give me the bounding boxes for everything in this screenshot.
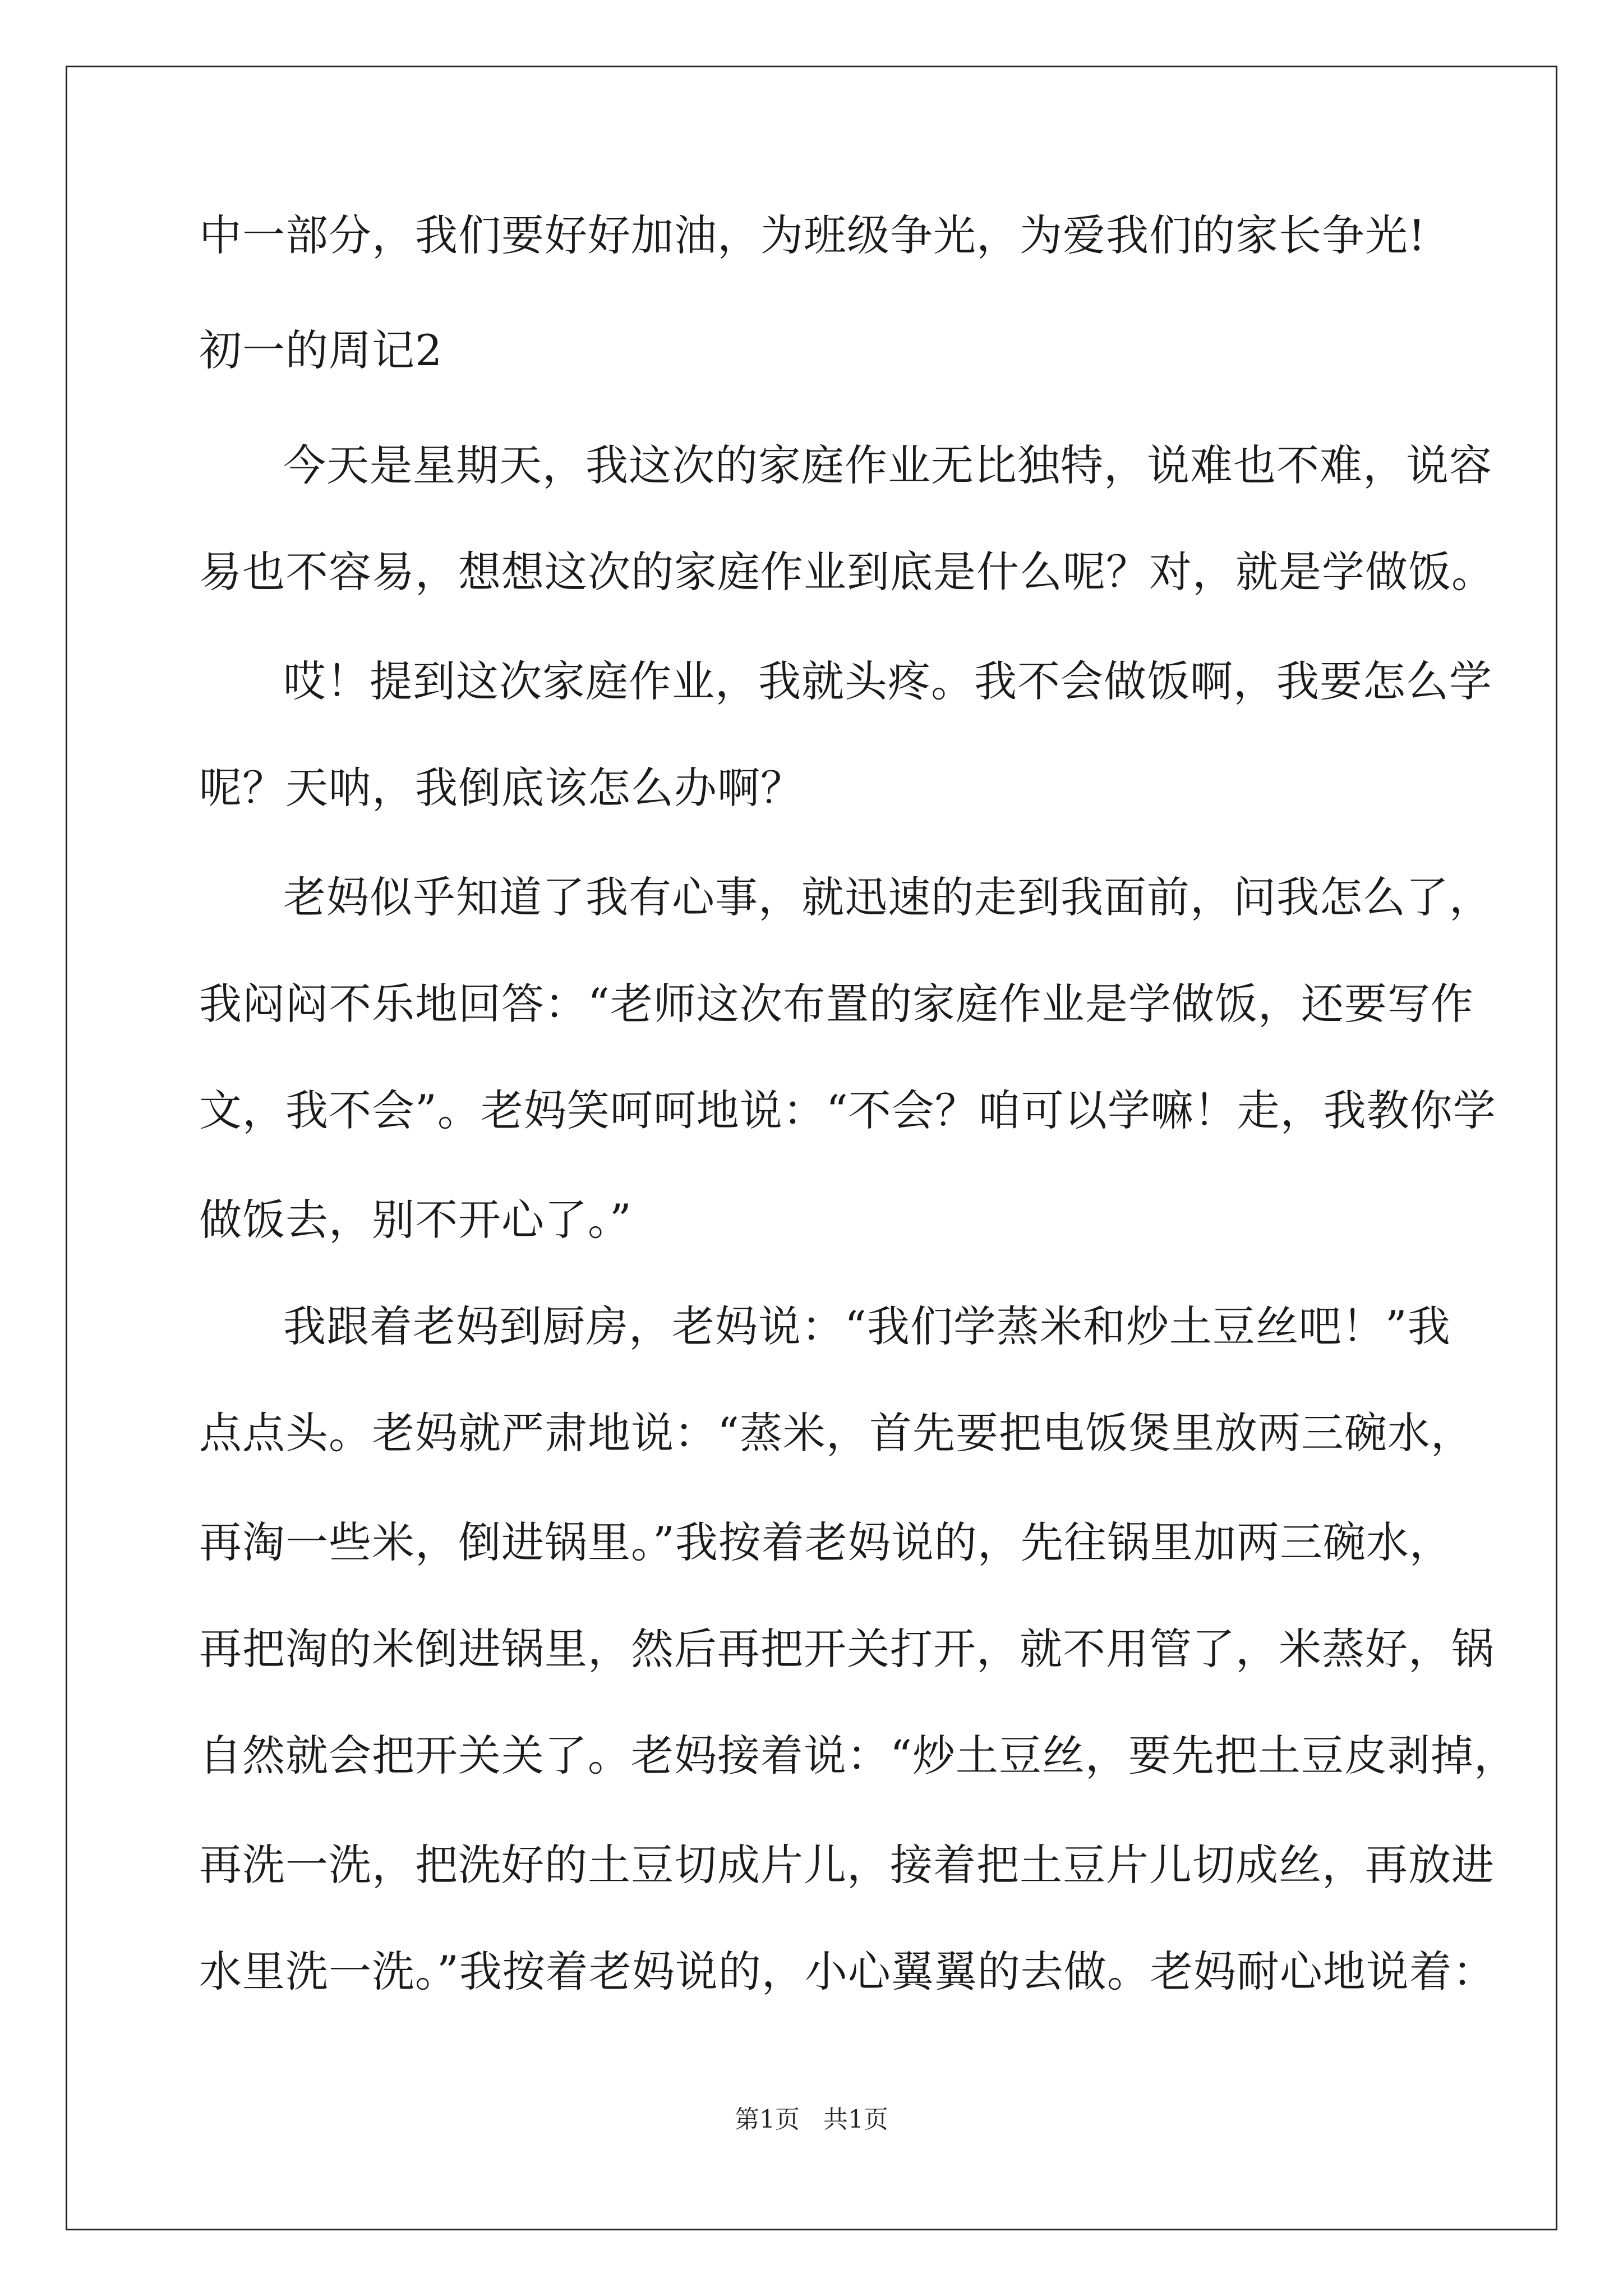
text-line: 自然就会把开关关了。老妈接着说：“炒土豆丝，要先把土豆皮剥掉，: [199, 1731, 1517, 1780]
text-line: 文，我不会”。老妈笑呵呵地说：“不会？咱可以学嘛！走，我教你学: [199, 1085, 1496, 1135]
section-heading: 初一的周记2: [199, 325, 443, 375]
text-line: 呢？天呐，我倒底该怎么办啊？: [199, 763, 804, 813]
text-line: 我闷闷不乐地回答：“老师这次布置的家庭作业是学做饭，还要写作: [199, 979, 1474, 1029]
text-line: 今天是星期天，我这次的家庭作业无比独特，说难也不难，说容: [283, 440, 1492, 490]
text-line: 我跟着老妈到厨房，老妈说：“我们学蒸米和炒土豆丝吧！”我: [283, 1301, 1451, 1351]
text-line: 哎！提到这次家庭作业，我就头疼。我不会做饭啊，我要怎么学: [283, 656, 1492, 706]
text-line: 中一部分，我们要好好加油，为班级争光，为爱我们的家长争光!: [199, 210, 1426, 260]
page-footer: [0, 2099, 1623, 2135]
page-count: 共1页: [823, 2105, 888, 2134]
text-line: 再淘一些米，倒进锅里。”我按着老妈说的，先往锅里加两三碗水，: [199, 1517, 1453, 1567]
text-line: 再把淘的米倒进锅里，然后再把开关打开，就不用管了，米蒸好，锅: [199, 1624, 1495, 1674]
text-line: 再洗一洗，把洗好的土豆切成片儿，接着把土豆片儿切成丝，再放进: [199, 1840, 1495, 1890]
text-line: 点点头。老妈就严肃地说：“蒸米，首先要把电饭煲里放两三碗水，: [199, 1408, 1474, 1458]
text-line: 做饭去，别不开心了。”: [199, 1195, 632, 1245]
page-border: [66, 66, 1557, 2230]
text-line: 易也不容易，想想这次的家庭作业到底是什么呢？对，就是学做饭。: [199, 547, 1495, 597]
text-line: 老妈似乎知道了我有心事，就迅速的走到我面前，问我怎么了，: [283, 872, 1492, 922]
page-number: 第1页: [735, 2105, 800, 2134]
text-line: 水里洗一洗。”我按着老妈说的，小心翼翼的去做。老妈耐心地说着：: [199, 1947, 1496, 1996]
